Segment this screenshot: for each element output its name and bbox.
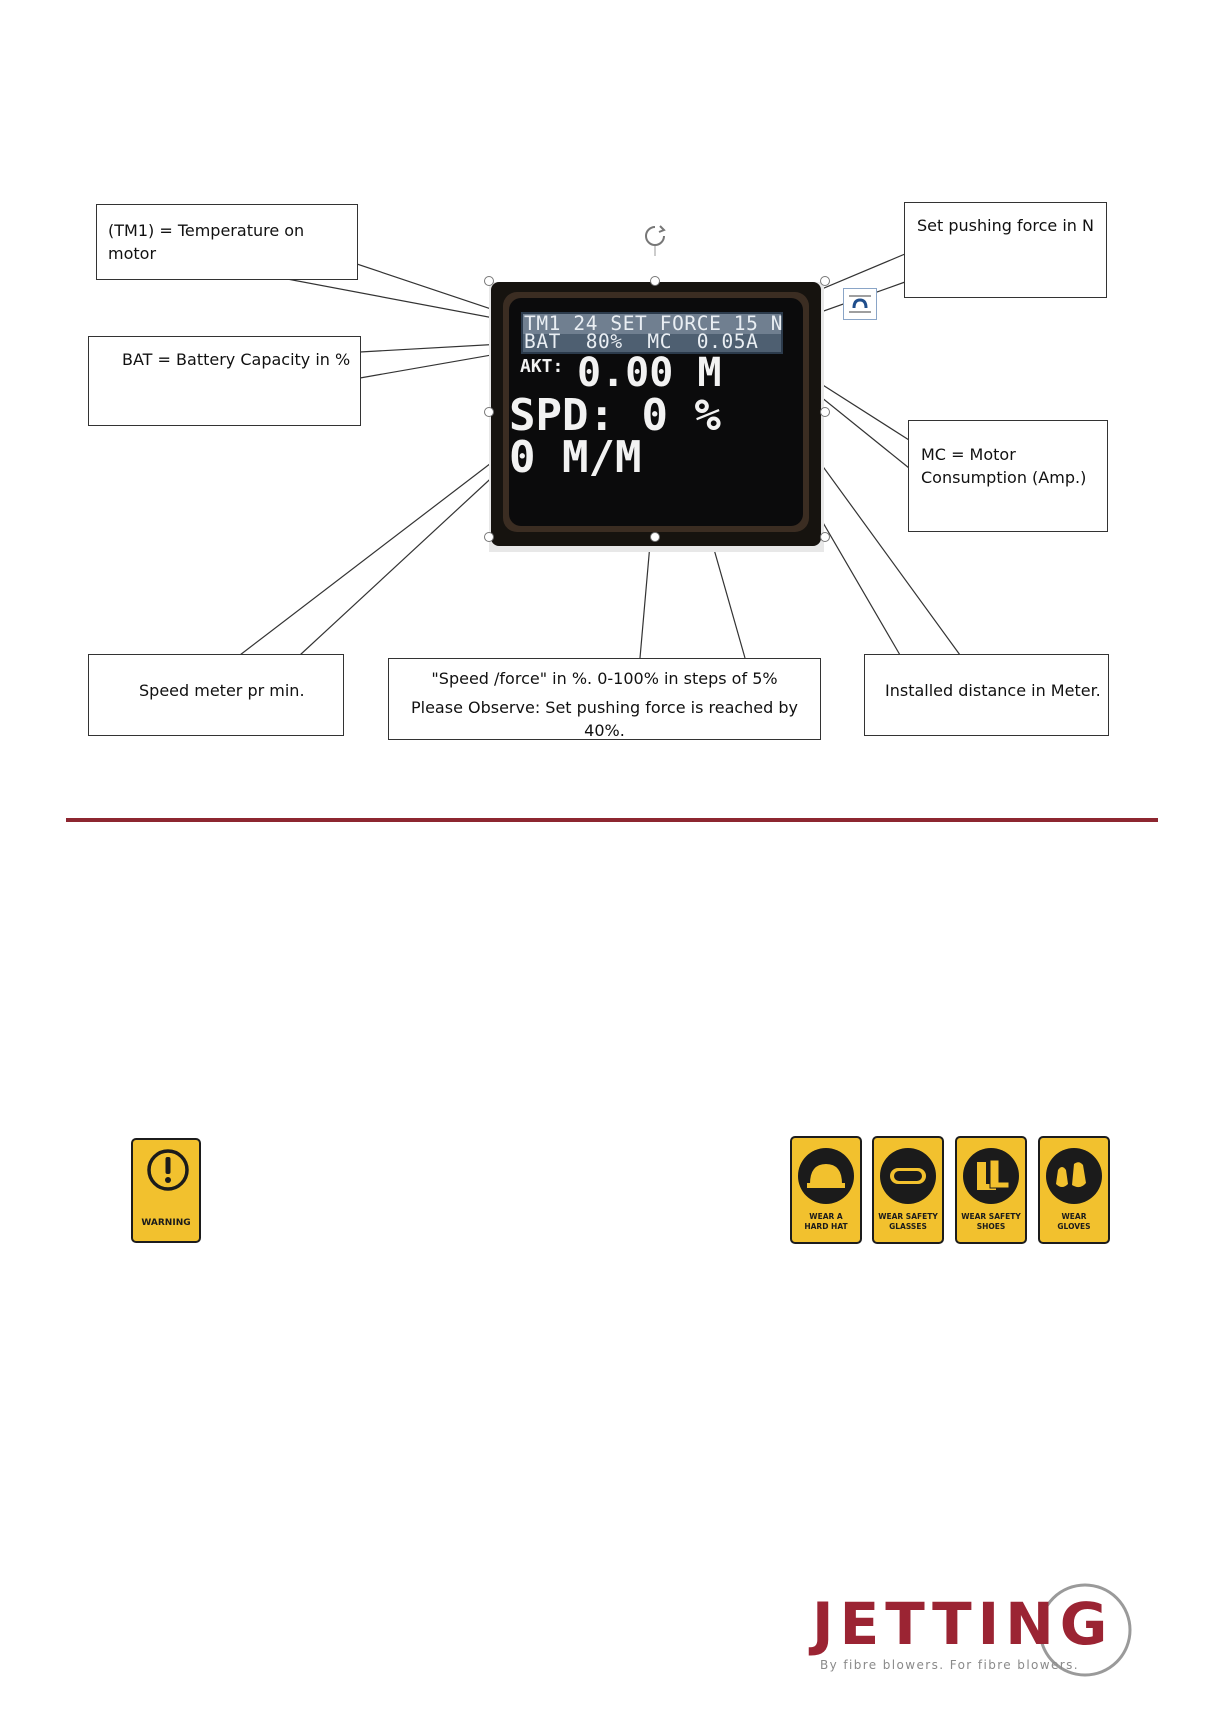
lcd-speed-percent: SPD: 0 % <box>509 390 721 441</box>
safety-glasses-label-1: WEAR SAFETY <box>878 1212 938 1221</box>
hard-hat-label-2: HARD HAT <box>804 1222 848 1231</box>
callout-set-force <box>904 202 1107 298</box>
leader-speed-b <box>300 470 500 655</box>
callout-speed-force <box>388 658 821 740</box>
selection-handle-ml[interactable] <box>484 407 494 417</box>
selection-handle-mr[interactable] <box>820 407 830 417</box>
selection-handle-bl[interactable] <box>484 532 494 542</box>
callout-mc-line2: Consumption (Amp.) <box>921 468 1087 488</box>
selection-handle-tl[interactable] <box>484 276 494 286</box>
selection-handle-tc[interactable] <box>650 276 660 286</box>
layout-options-icon[interactable] <box>843 288 877 320</box>
hard-hat-label-1: WEAR A <box>809 1212 843 1221</box>
safety-glasses-icon <box>880 1148 936 1204</box>
leader-speed-a <box>240 460 495 655</box>
safety-shoes-icon <box>963 1148 1019 1204</box>
callout-tm1 <box>96 204 358 280</box>
callout-set-force-text: Set pushing force in N <box>917 216 1094 235</box>
lcd-akt-value: 0.00 M <box>577 350 722 396</box>
lcd-meters-per-minute: 0 M/M <box>509 432 642 483</box>
callout-speed-meter-text: Speed meter pr min. <box>139 681 305 700</box>
lcd-akt-label: AKT: <box>520 356 564 377</box>
safety-glasses-label-2: GLASSES <box>889 1222 927 1231</box>
safety-shoes-label-1: WEAR SAFETY <box>961 1212 1021 1221</box>
hard-hat-sign <box>790 1136 862 1244</box>
warning-sign-label: WARNING <box>141 1218 191 1228</box>
gloves-label-1: WEAR <box>1061 1212 1087 1221</box>
gloves-icon <box>1046 1148 1102 1204</box>
gloves-sign <box>1038 1136 1110 1244</box>
callout-bat-text: BAT = Battery Capacity in % <box>122 350 351 369</box>
section-divider <box>66 818 1158 822</box>
selection-handle-bc[interactable] <box>650 532 660 542</box>
selection-handle-br[interactable] <box>820 532 830 542</box>
callout-mc <box>908 420 1108 532</box>
warning-sign <box>131 1138 201 1243</box>
hard-hat-icon <box>798 1148 854 1204</box>
selection-handle-tr[interactable] <box>820 276 830 286</box>
logo-tagline: By fibre blowers. For fibre blowers. <box>820 1658 1079 1672</box>
callout-speed-meter <box>88 654 344 736</box>
callout-tm1-text: (TM1) = Temperature on motor <box>108 221 305 264</box>
callout-mc-line1: MC = Motor <box>921 445 1016 464</box>
rotate-handle-icon[interactable] <box>640 222 670 256</box>
safety-shoes-sign <box>955 1136 1027 1244</box>
callout-speed-force-line2: Please Observe: Set pushing force is reached by 40%. <box>410 698 799 741</box>
callout-speed-force-line1: "Speed /force" in %. 0-100% in steps of 5% <box>431 669 778 688</box>
callout-installed-text: Installed distance in Meter. <box>885 681 1101 700</box>
logo-wordmark: JETTING <box>812 1590 1114 1658</box>
lcd-row-tm1-force: TM1 24 SET FORCE 15 N <box>524 312 784 335</box>
exclamation-icon <box>146 1148 190 1192</box>
callout-bat <box>88 336 361 426</box>
safety-shoes-label-2: SHOES <box>976 1222 1006 1231</box>
safety-glasses-sign <box>872 1136 944 1244</box>
callout-installed <box>864 654 1109 736</box>
gloves-label-2: GLOVES <box>1057 1222 1091 1231</box>
lcd-display-photo <box>489 282 824 552</box>
lcd-row-bat-mc: BAT 80% MC 0.05A <box>524 330 759 353</box>
